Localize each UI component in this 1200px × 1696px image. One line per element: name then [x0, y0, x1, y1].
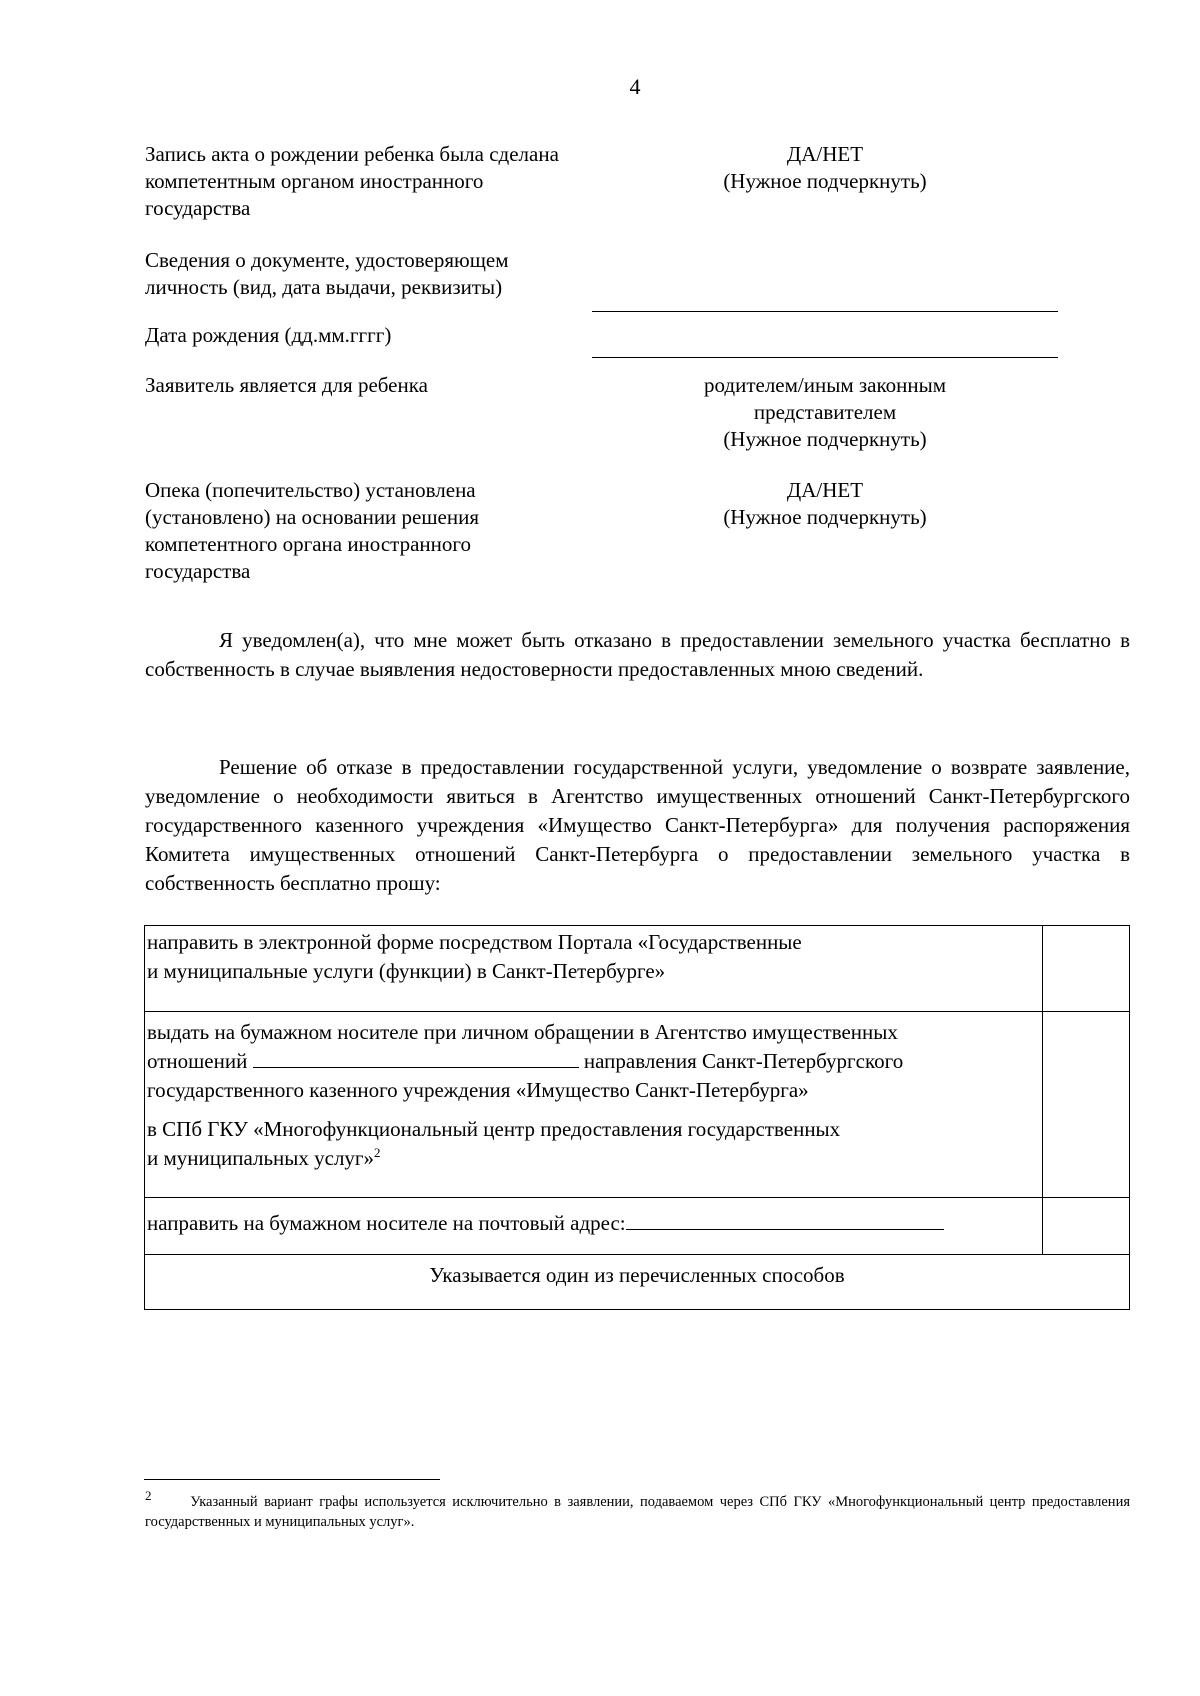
delivery-options-table: [144, 925, 1130, 1310]
option-mfc-line-2-text: и муниципальных услуг»: [147, 1146, 375, 1170]
option-paper-pickup-line-3: государственного казенного учреждения «Имущество Санкт-Петербурга»: [147, 1078, 809, 1102]
option-paper-pickup-line-2b: направления Санкт-Петербургского: [583, 1049, 904, 1073]
option-paper-pickup-checkbox[interactable]: [1043, 1012, 1130, 1198]
option-paper-pickup-text: [145, 1012, 1043, 1198]
identity-document-label: Сведения о документе, удостоверяющем личность (вид, дата выдачи, реквизиты): [145, 248, 509, 299]
guardianship-answer: ДА/НЕТ: [786, 478, 864, 502]
applicant-relation-answer-2: представителем: [753, 400, 897, 424]
birth-date-line: [592, 357, 1058, 358]
notice-text: Я уведомлен(а), что мне может быть отказано в предоставлении земельного участка бесплатно в собственность в случае выявления недостоверности предоставленных мною сведений.: [145, 628, 1130, 681]
option-portal-checkbox[interactable]: [1043, 926, 1130, 1012]
option-row-portal: [145, 926, 1130, 1012]
birth-record-label: Запись акта о рождении ребенка была сделана компетентным органом иностранного государства: [145, 142, 559, 220]
request-text: Решение об отказе в предоставлении государственной услуги, уведомление о возврате заявление, уведомление о необходимости явиться в Агентство имущественных отношений Санкт-Петербургского государственного казенного учреждения «Имущество Санкт-Петербурга» для получения распоряжения Комитета имущественных отношений Санкт-Петербурга о предоставлении земельного участка в собственность бесплатно прошу:: [145, 755, 1130, 895]
birth-record-answer: ДА/НЕТ: [786, 142, 864, 166]
footnote-rule: [144, 1479, 440, 1480]
option-paper-pickup-line-2a: отношений: [147, 1049, 248, 1073]
applicant-relation-label: Заявитель является для ребенка: [145, 373, 428, 397]
option-paper-pickup-line-1: выдать на бумажном носителе при личном обращении в Агентство имущественных: [147, 1020, 898, 1044]
applicant-relation-answer-1: родителем/иным законным: [704, 373, 946, 397]
applicant-relation-note: (Нужное подчеркнуть): [723, 427, 927, 451]
option-portal-line-1: направить в электронной форме посредством Портала «Государственные: [147, 930, 802, 954]
birth-record-note: (Нужное подчеркнуть): [723, 169, 927, 193]
option-mfc-line-2: [147, 1144, 1042, 1173]
agency-department-blank[interactable]: [253, 1047, 579, 1068]
page-number: 4: [629, 74, 641, 99]
option-mfc-line-1: в СПб ГКУ «Многофункциональный центр предоставления государственных: [147, 1117, 841, 1141]
footnote: [145, 1488, 1130, 1532]
option-portal-line-2: и муниципальные услуги (функции) в Санкт-Петербурге»: [147, 959, 666, 983]
footnote-mark: 2: [145, 1488, 152, 1504]
option-paper-pickup-line-2: [147, 1047, 1042, 1076]
footnote-reference: 2: [374, 1145, 381, 1160]
request-paragraph: [145, 753, 1130, 898]
option-mail-text: [145, 1198, 1043, 1255]
option-mail-checkbox[interactable]: [1043, 1198, 1130, 1255]
guardianship-label: Опека (попечительство) установлена (установлено) на основании решения компетентного органа иностранного государства: [145, 478, 479, 583]
postal-address-blank[interactable]: [626, 1209, 944, 1230]
option-portal-text: [145, 926, 1043, 1012]
option-mail-label: направить на бумажном носителе на почтовый адрес:: [147, 1211, 626, 1235]
guardianship-note: (Нужное подчеркнуть): [723, 505, 927, 529]
option-row-footer: [145, 1255, 1130, 1310]
option-row-mail: [145, 1198, 1130, 1255]
birth-date-label: Дата рождения (дд.мм.гггг): [145, 323, 392, 347]
footnote-text: Указанный вариант графы используется исключительно в заявлении, подаваемом через СПб ГКУ «Многофункциональный центр предоставления государственных и муниципальных услуг».: [145, 1494, 1130, 1530]
options-footer: Указывается один из перечисленных способов: [145, 1255, 1130, 1310]
option-row-paper-pickup: [145, 1012, 1130, 1198]
notice-paragraph: [145, 626, 1130, 684]
identity-document-line: [592, 311, 1058, 312]
